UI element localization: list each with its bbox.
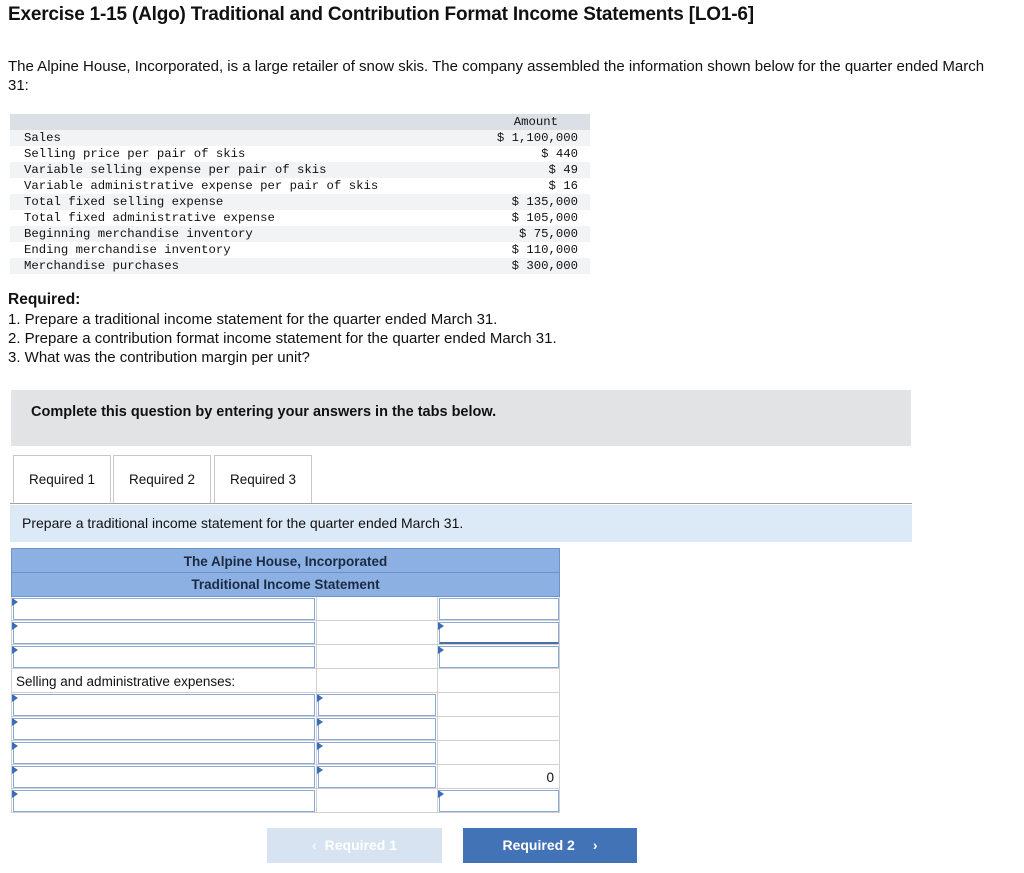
next-button[interactable]: Required 2 › [463, 828, 637, 863]
tab-divider [10, 503, 912, 504]
dropdown-marker-icon [12, 766, 18, 774]
dropdown-marker-icon [317, 766, 323, 774]
dropdown-marker-icon [12, 598, 18, 606]
total-value: 0 [546, 770, 554, 785]
required-list [8, 310, 557, 367]
label-dropdown[interactable] [13, 598, 315, 620]
table-row: Merchandise purchases $ 300,000 [10, 258, 590, 274]
dropdown-marker-icon [438, 646, 444, 654]
label-dropdown[interactable] [13, 766, 315, 788]
amount-input[interactable] [439, 790, 559, 812]
amount-input[interactable] [318, 694, 436, 716]
table-row: Sales $ 1,100,000 [10, 130, 590, 146]
dropdown-marker-icon [317, 694, 323, 702]
data-table-header: Amount [10, 114, 590, 130]
table-row: Total fixed selling expense $ 135,000 [10, 194, 590, 210]
prev-button[interactable]: ‹ Required 1 [267, 828, 442, 863]
required-item: 1. Prepare a traditional income statement for the quarter ended March 31. [8, 311, 498, 328]
page-title: Exercise 1-15 (Algo) Traditional and Contribution Format Income Statements [LO1-6] [8, 4, 754, 25]
statement-row [11, 597, 560, 621]
dropdown-marker-icon [12, 622, 18, 630]
table-row: Total fixed administrative expense $ 105,000 [24, 211, 578, 225]
tab-required-3[interactable]: Required 3 [214, 455, 312, 503]
label-dropdown[interactable] [13, 694, 315, 716]
table-row: Variable selling expense per pair of skis $ 49 [10, 162, 590, 178]
statement-row [11, 789, 560, 813]
statement-row [11, 669, 560, 693]
statement-row [11, 621, 560, 645]
table-row: Selling price per pair of skis $ 440 [24, 147, 578, 161]
label-dropdown[interactable] [13, 790, 315, 812]
dropdown-marker-icon [12, 646, 18, 654]
label-dropdown[interactable] [13, 646, 315, 668]
statement-row [11, 645, 560, 669]
dropdown-marker-icon [12, 742, 18, 750]
tab-required-1[interactable]: Required 1 [13, 455, 111, 503]
table-row: Beginning merchandise inventory $ 75,000 [10, 226, 590, 242]
table-row: Ending merchandise inventory $ 110,000 [24, 243, 578, 257]
statement-row [11, 741, 560, 765]
amount-input[interactable] [318, 766, 436, 788]
amount-input[interactable] [318, 742, 436, 764]
chevron-right-icon: › [592, 837, 598, 853]
dropdown-marker-icon [438, 790, 444, 798]
table-row: Variable administrative expense per pair of skis $ 16 [24, 179, 578, 193]
amount-input[interactable] [439, 622, 559, 644]
statement-row [11, 693, 560, 717]
dropdown-marker-icon [317, 742, 323, 750]
tab-instruction: Prepare a traditional income statement for the quarter ended March 31. [10, 505, 912, 542]
tab-required-2[interactable]: Required 2 [113, 455, 211, 503]
label-dropdown[interactable] [13, 622, 315, 644]
dropdown-marker-icon [317, 718, 323, 726]
statement-company: The Alpine House, Incorporated [11, 548, 560, 573]
statement-row [11, 717, 560, 741]
amount-input[interactable] [439, 598, 559, 620]
section-label: Selling and administrative expenses: [16, 674, 236, 689]
amount-input[interactable] [439, 646, 559, 668]
amount-input[interactable] [318, 718, 436, 740]
dropdown-marker-icon [438, 622, 444, 630]
income-statement [11, 548, 560, 813]
label-dropdown[interactable] [13, 742, 315, 764]
label-dropdown[interactable] [13, 718, 315, 740]
intro-text: The Alpine House, Incorporated, is a large retailer of snow skis. The company assembled the information shown below for the quarter ended March 31: [8, 58, 985, 94]
required-item: 2. Prepare a contribution format income statement for the quarter ended March 31. [8, 330, 557, 347]
data-table [10, 114, 590, 274]
chevron-left-icon: ‹ [311, 837, 317, 853]
required-item: 3. What was the contribution margin per unit? [8, 349, 310, 366]
statement-row [11, 765, 560, 789]
dropdown-marker-icon [12, 790, 18, 798]
dropdown-marker-icon [12, 694, 18, 702]
required-heading: Required: [8, 291, 81, 308]
instruction-banner: Complete this question by entering your answers in the tabs below. [11, 390, 911, 446]
statement-title: Traditional Income Statement [11, 573, 560, 597]
dropdown-marker-icon [12, 718, 18, 726]
